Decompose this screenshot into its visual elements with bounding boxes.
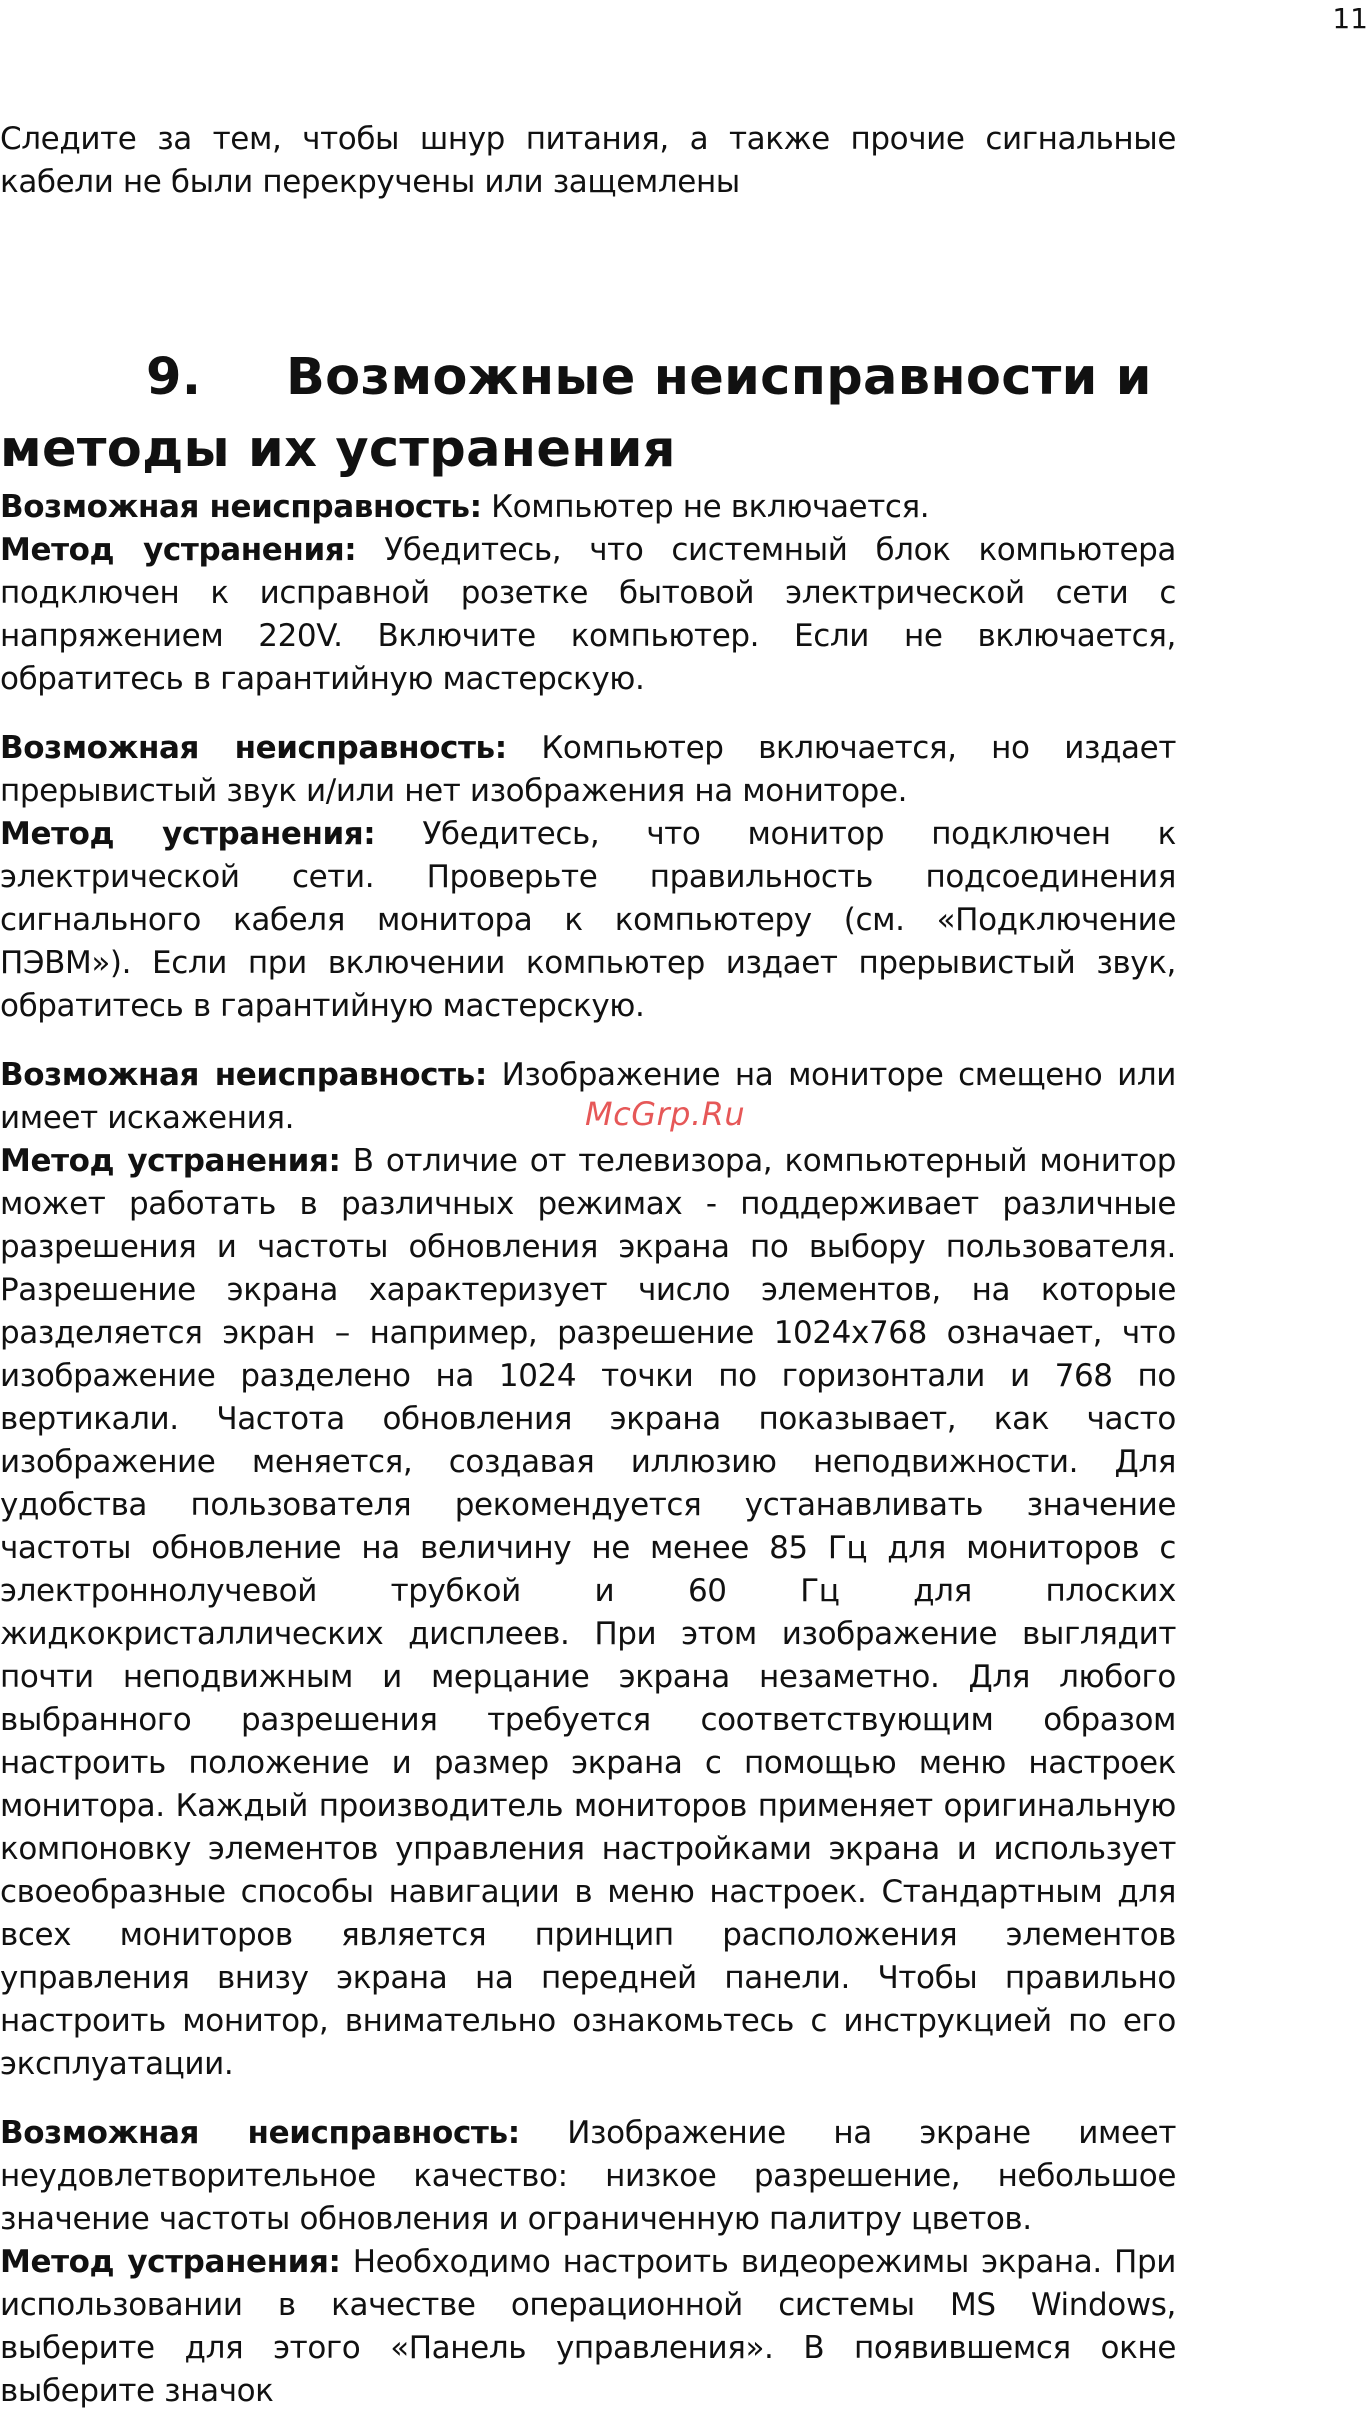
section-heading <box>0 342 1176 486</box>
section-title: Возможные неисправности и методы их устранения <box>0 348 1152 479</box>
solution-text: Необходимо настроить видеорежимы экрана. При использовании в качестве операционной системы MS Windows, выберите для этого «Панель управления». В появившемся окне выберите значок <box>0 2244 1176 2409</box>
problem-line <box>0 727 1176 813</box>
problem-text: Изображение на мониторе смещено или имеет искажения. <box>0 1057 1176 1136</box>
problem-line <box>0 2112 1176 2241</box>
section-number: 9. <box>146 348 202 407</box>
solution-line <box>0 1140 1176 2086</box>
solution-label: Метод устранения: <box>0 816 376 852</box>
solution-label: Метод устранения: <box>0 1143 341 1179</box>
problem-text: Изображение на экране имеет неудовлетворительное качество: низкое разрешение, небольшое значение частоты обновления и ограниченную палитру цветов. <box>0 2115 1176 2237</box>
watermark: McGrp.Ru <box>585 1095 746 1133</box>
trouble-item <box>0 727 1176 1028</box>
problem-label: Возможная неисправность: <box>0 489 482 525</box>
trouble-item <box>0 1054 1176 2086</box>
solution-label: Метод устранения: <box>0 532 357 568</box>
solution-text: В отличие от телевизора, компьютерный монитор может работать в различных режимах - поддерживает различные разрешения и частоты обновления экрана по выбору пользователя. Разрешение экрана характеризует число элементов, на которые разделяется экран – например, разрешение 1024x768 означает, что изображение разделено на 1024 точки по горизонтали и 768 по вертикали. Частота обновления экрана показывает, как часто изображение меняется, создавая иллюзию неподвижности. Для удобства пользователя рекомендуется устанавливать значение частоты обновление на величину не менее 85 Гц для мониторов с электроннолучевой трубкой и 60 Гц для плоских жидкокристаллических дисплеев. При этом изображение выглядит почти неподвижным и мерцание экрана незаметно. Для любого выбранного разрешения требуется соответствующим образом настроить положение и размер экрана с помощью меню настроек монитора. Каждый производитель мониторов применяет оригинальную компоновку элементов управления настройками экрана и использует своеобразные способы навигации в меню настроек. Стандартным для всех мониторов является принцип расположения элементов управления внизу экрана на передней панели. Чтобы правильно настроить монитор, внимательно ознакомьтесь с инструкцией по его эксплуатации. <box>0 1143 1176 2082</box>
problem-text: Компьютер включается, но издает прерывистый звук и/или нет изображения на мониторе. <box>0 730 1176 809</box>
page-number: 11 <box>1332 2 1368 35</box>
solution-line <box>0 529 1176 701</box>
trouble-item <box>0 2112 1176 2413</box>
problem-label: Возможная неисправность: <box>0 1057 487 1093</box>
trouble-item <box>0 486 1176 701</box>
solution-label: Метод устранения: <box>0 2244 341 2280</box>
solution-text: Убедитесь, что системный блок компьютера подключен к исправной розетке бытовой электрической сети с напряжением 220V. Включите компьютер. Если не включается, обратитесь в гарантийную мастерскую. <box>0 532 1176 697</box>
solution-line <box>0 2241 1176 2413</box>
problem-label: Возможная неисправность: <box>0 730 507 766</box>
problem-label: Возможная неисправность: <box>0 2115 520 2151</box>
solution-text: Убедитесь, что монитор подключен к электрической сети. Проверьте правильность подсоединения сигнального кабеля монитора к компьютеру (см. «Подключение ПЭВМ»). Если при включении компьютер издает прерывистый звук, обратитесь в гарантийную мастерскую. <box>0 816 1176 1024</box>
page-content <box>0 118 1176 2413</box>
problem-text: Компьютер не включается. <box>491 489 930 525</box>
intro-text: Следите за тем, чтобы шнур питания, а также прочие сигнальные кабели не были перекручены или защемлены <box>0 121 1176 200</box>
problem-line <box>0 486 1176 529</box>
solution-line <box>0 813 1176 1028</box>
